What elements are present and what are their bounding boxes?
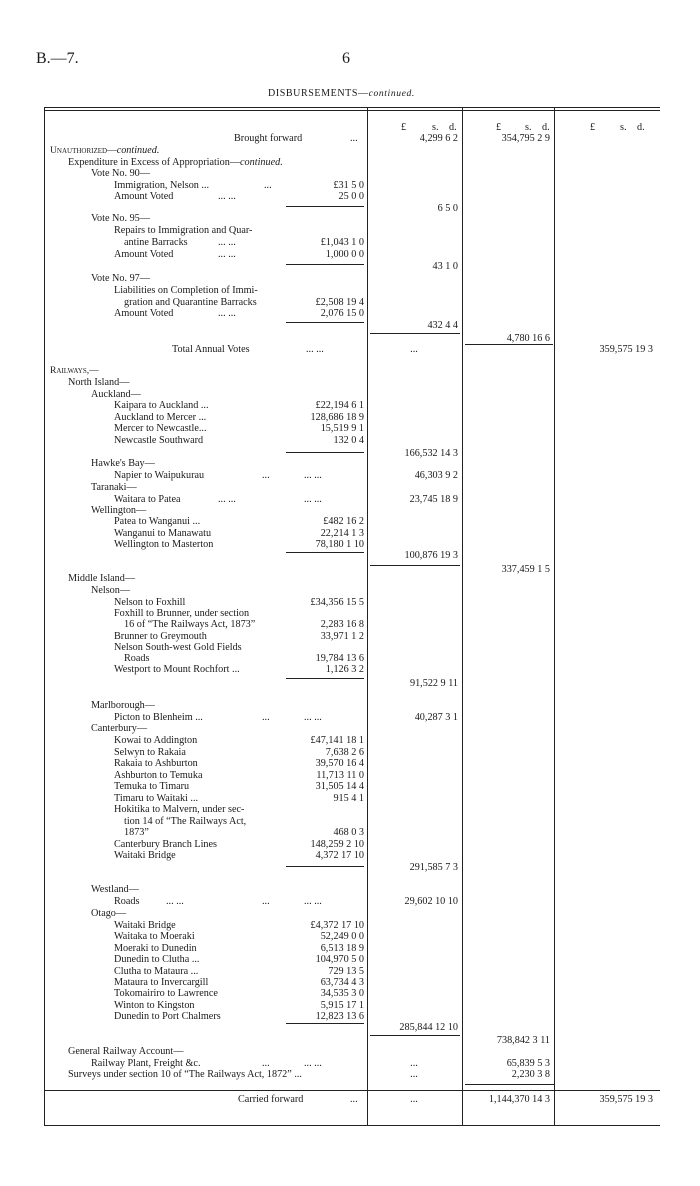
marlborough-item: Picton to Blenheim ... [114,712,203,723]
line-item-name: tion 14 of “The Railways Act, [124,815,247,827]
line-item-name: Winton to Kingston [114,999,195,1011]
dots: ... ... [304,1058,322,1069]
line-item-name: Temuka to Timaru [114,781,190,792]
table-top-rule-2 [44,110,660,111]
vote-90-voted: 25 0 0 [338,191,364,202]
line-item-amount: 915 4 1 [333,792,364,804]
vote-95-voted-label: Amount Voted [114,249,174,260]
total-annual-votes: 359,575 19 3 [599,344,653,355]
line-item-amount: 1,126 3 2 [325,664,364,676]
wellington-total: 100,876 19 3 [404,550,458,561]
nelson-heading: Nelson— [91,585,131,596]
vote-90-voted-label: Amount Voted [114,191,174,202]
line-item-amount: £47,141 18 1 [310,735,364,746]
vote-95-excess: 43 1 0 [432,261,458,272]
rule [465,344,553,345]
line-item-name: Waitaka to Moeraki [114,931,195,943]
dots: ... ... [166,896,184,907]
wellington-heading: Wellington— [91,505,147,516]
dots: ... [262,896,270,907]
col1-shilling-head: s. [432,122,439,133]
col3-divider [554,107,555,1126]
line-item-name: Foxhill to Brunner, under section [114,608,250,620]
otago-heading: Otago— [91,908,127,919]
vote-90-amount: £31 5 0 [333,180,364,191]
total-annual-votes-label: Total Annual Votes [172,344,250,355]
line-item-name: Nelson South-west Gold Fields [114,641,242,653]
vote-97-item-line1: Liabilities on Completion of Immi- [114,285,258,296]
auckland-heading: Auckland— [91,389,141,400]
dots: ... ... [304,470,322,481]
brought-forward-col1: 4,299 6 2 [419,133,458,144]
excess-heading: Expenditure in Excess of Appropriation—continued. [68,157,283,168]
surveys-value: 2,230 3 8 [511,1069,550,1080]
carried-forward-label: Carried forward [238,1094,304,1105]
line-item-name: Timaru to Waitaki ... [114,792,199,804]
vote-95-amount: £1,043 1 0 [320,237,364,248]
unauthorized-total: 4,780 16 6 [506,333,550,344]
carried-forward-rule [44,1090,660,1091]
carried-forward-col3: 359,575 19 3 [599,1094,653,1105]
line-item-amount: 15,519 9 1 [320,423,364,434]
line-item-name: Clutha to Mataura ... [114,965,199,977]
line-item-name: Brunner to Greymouth [114,630,207,642]
dots: ... [410,1069,418,1080]
westland-item: Roads [114,896,140,907]
col3-pence-head: d. [637,122,645,133]
line-item-name: Newcastle Southward [114,434,204,446]
marlborough-total: 40,287 3 1 [414,712,458,723]
line-item-amount: 5,915 17 1 [320,999,364,1011]
vote-95-heading: Vote No. 95— [91,213,150,224]
line-item-amount: 22,214 1 3 [320,527,364,539]
line-item-amount: £34,356 15 5 [310,597,364,608]
dots: ... ... [218,237,236,248]
line-item-amount: 63,734 4 3 [320,977,364,988]
railway-plant-label: Railway Plant, Freight &c. [91,1058,201,1069]
line-item-amount: 6,513 18 9 [320,942,364,954]
vote-97-voted-label: Amount Voted [114,308,174,319]
line-item-name: Westport to Mount Rochfort ... [114,664,240,676]
general-railway-heading: General Railway Account— [68,1046,184,1057]
line-item-name: Roads [124,653,150,664]
line-item-amount: 132 0 4 [333,434,364,446]
line-item-name: Waitaki Bridge [114,920,176,931]
railways-heading: Railways,— [50,365,99,376]
line-item-amount: 52,249 0 0 [320,931,364,943]
line-item-name: Canterbury Branch Lines [114,838,217,850]
line-item-amount: 39,570 16 4 [315,758,364,769]
line-item-name: 16 of “The Railways Act, 1873” [124,619,256,631]
taranaki-total: 23,745 18 9 [409,494,458,505]
line-item-name: 1873” [124,827,149,838]
railway-plant-value: 65,839 5 3 [506,1058,550,1069]
line-item-name: Waitaki Bridge [114,850,176,861]
vote-97-voted: 2,076 15 0 [320,308,364,319]
rule [370,565,460,566]
rule [286,552,364,553]
line-item-name: Kowai to Addington [114,735,198,746]
dots: ... ... [218,249,236,260]
line-item-name: Wellington to Masterton [114,539,214,550]
line-item-name: Mercer to Newcastle... [114,423,207,434]
line-item-amount: 468 0 3 [333,827,364,838]
line-item-amount: 4,372 17 10 [315,850,364,861]
vote-97-excess: 432 4 4 [427,320,458,331]
north-island-heading: North Island— [68,377,130,388]
westland-heading: Westland— [91,884,139,895]
col2-divider [462,107,463,1126]
hawkes-bay-heading: Hawke's Bay— [91,458,155,469]
dots: ... [264,180,272,191]
line-item-name: Selwyn to Rakaia [114,746,186,758]
dots: ... [262,1058,270,1069]
col1-pence-head: d. [449,122,457,133]
auckland-total: 166,532 14 3 [404,448,458,459]
line-item-amount: 7,638 2 6 [325,746,364,758]
rule [465,1084,555,1085]
hawkes-bay-item: Napier to Waipukurau [114,470,205,481]
line-item-amount: 729 13 5 [328,965,364,977]
westland-total: 29,602 10 10 [404,896,458,907]
line-item-name: Rakaia to Ashburton [114,758,198,769]
line-item-amount: 31,505 14 4 [315,781,364,792]
col2-pound-head: £ [496,122,502,133]
rule [286,678,364,679]
col2-pence-head: d. [542,122,550,133]
carried-forward-col2: 1,144,370 14 3 [488,1094,550,1105]
rule [370,333,460,334]
otago-total: 285,844 12 10 [399,1022,458,1033]
line-item-amount: £482 16 2 [323,516,364,527]
line-item-name: Mataura to Invercargill [114,977,209,988]
table-bottom-rule [44,1125,660,1126]
line-item-amount: 11,713 11 0 [316,769,364,781]
dots: ... ... [218,191,236,202]
rule [286,322,364,323]
col3-shilling-head: s. [620,122,627,133]
line-item-name: Kaipara to Auckland ... [114,400,209,411]
col3-pound-head: £ [590,122,596,133]
line-item-amount: 19,784 13 6 [315,653,364,664]
dots: ... [410,1058,418,1069]
dots: ... [350,1094,358,1105]
line-item-name: Nelson to Foxhill [114,597,186,608]
north-island-total: 337,459 1 5 [501,564,550,575]
taranaki-heading: Taranaki— [91,482,137,493]
report-code: B.—7. [36,50,79,67]
table-top-rule [44,107,660,108]
dots: ... [350,133,358,144]
vote-97-item-line2: gration and Quarantine Barracks [124,297,257,308]
vote-95-voted: 1,000 0 0 [325,249,364,260]
canterbury-heading: Canterbury— [91,723,148,734]
rule [286,264,364,265]
line-item-amount: 12,823 13 6 [315,1011,364,1023]
line-item-amount: 33,971 1 2 [320,630,364,642]
line-item-name: Auckland to Mercer ... [114,411,207,423]
vote-97-heading: Vote No. 97— [91,273,150,284]
rule [286,452,364,453]
line-item-amount: 128,686 18 9 [310,411,364,423]
dots: ... [262,470,270,481]
dots: ... [410,344,418,355]
vote-90-heading: Vote No. 90— [91,168,150,179]
line-item-amount: 104,970 5 0 [315,954,364,966]
col2-shilling-head: s. [525,122,532,133]
page-number: 6 [342,50,350,67]
line-item-name: Wanganui to Manawatu [114,527,212,539]
line-item-amount: 2,283 16 8 [320,619,364,631]
page-title: DISBURSEMENTS—continued. [268,88,415,99]
dots: ... ... [306,344,324,355]
hawkes-bay-total: 46,303 9 2 [414,470,458,481]
vote-95-item-line1: Repairs to Immigration and Quar- [114,225,253,236]
rule [370,1035,460,1036]
vote-90-excess: 6 5 0 [437,203,458,214]
col1-divider [367,107,368,1126]
unauthorized-heading: Unauthorized—continued. [50,145,160,156]
brought-forward-label: Brought forward [234,133,303,144]
line-item-amount: £22,194 6 1 [315,400,364,411]
marlborough-heading: Marlborough— [91,700,155,711]
canterbury-total: 291,585 7 3 [409,862,458,873]
vote-90-item: Immigration, Nelson ... [114,180,210,191]
line-item-name: Moeraki to Dunedin [114,942,197,954]
dots: ... ... [304,896,322,907]
dots: ... [262,712,270,723]
brought-forward-col2: 354,795 2 9 [501,133,550,144]
dots: ... ... [304,712,322,723]
line-item-name: Dunedin to Clutha ... [114,954,200,966]
line-item-amount: 148,259 2 10 [310,838,364,850]
middle-island-heading: Middle Island— [68,573,136,584]
line-item-amount: 78,180 1 10 [315,539,364,550]
dots: ... ... [304,494,322,505]
line-item-amount: 34,535 3 0 [320,988,364,1000]
line-item-name: Patea to Wanganui ... [114,516,201,527]
line-item-name: Tokomairiro to Lawrence [114,988,218,1000]
dots: ... ... [218,308,236,319]
rule [286,866,364,867]
line-item-name: Ashburton to Temuka [114,769,203,781]
line-item-name: Hokitika to Malvern, under sec- [114,804,245,815]
table-left-border [44,107,45,1126]
nelson-total: 91,522 9 11 [409,678,458,689]
col1-pound-head: £ [401,122,407,133]
vote-95-item-line2: antine Barracks [124,237,188,248]
middle-island-total: 738,842 3 11 [496,1035,550,1046]
line-item-name: Dunedin to Port Chalmers [114,1011,221,1023]
rule [286,1023,364,1024]
rule [286,206,364,207]
dots: ... ... [218,494,236,505]
line-item-amount: £4,372 17 10 [310,920,364,931]
vote-97-amount: £2,508 19 4 [315,297,364,308]
surveys-label: Surveys under section 10 of “The Railways Act, 1872” ... [68,1069,302,1080]
taranaki-item: Waitara to Patea [114,494,181,505]
dots: ... [410,1094,418,1105]
